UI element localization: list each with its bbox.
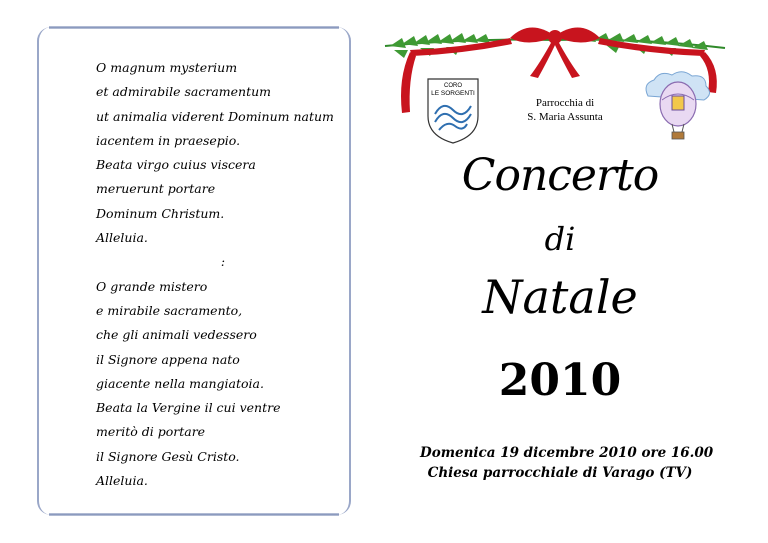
poem-text <box>96 56 336 493</box>
poem-latin-line: Alleluia. <box>96 230 148 246</box>
title-di: di <box>544 220 576 258</box>
poem-latin-line: meruerunt portare <box>96 181 216 197</box>
title-concerto: Concerto <box>461 150 659 201</box>
poem-separator: : <box>220 254 226 270</box>
poem-italian-line: Alleluia. <box>96 473 148 489</box>
poem-italian-line: giacente nella mangiatoia. <box>96 375 264 391</box>
choir-logo-line2: LE SORGENTI <box>431 90 475 97</box>
poem-latin-line: et admirabile sacramentum <box>96 84 272 100</box>
poem-latin-line: ut animalia viderent Dominum natum <box>96 108 334 124</box>
poem-latin-line: Dominum Christum. <box>96 205 225 221</box>
poem-latin-line: Beata virgo cuius viscera <box>96 157 256 173</box>
choir-logo-line1: CORO <box>444 83 462 89</box>
poem-italian-line: e mirabile sacramento, <box>96 302 243 318</box>
parish-line1: Parrocchia di <box>535 97 595 109</box>
poem-italian-line: il Signore Gesù Cristo. <box>96 448 240 464</box>
title-year: 2010 <box>498 355 622 406</box>
event-info <box>420 443 714 483</box>
choir-logo-icon <box>425 76 481 146</box>
poem-italian-line: il Signore appena nato <box>96 351 240 367</box>
event-date-time: Domenica 19 dicembre 2010 ore 16.00 <box>420 445 714 461</box>
poem-italian-line: Beata la Vergine il cui ventre <box>96 400 281 416</box>
poem-italian-line: che gli animali vedessero <box>96 327 257 343</box>
parish-label <box>505 96 625 124</box>
poem-italian-line: meritò di portare <box>96 424 206 440</box>
event-venue: Chiesa parrocchiale di Varago (TV) <box>427 465 693 481</box>
library-logo-icon <box>642 66 714 142</box>
poem-latin-line: O magnum mysterium <box>96 60 238 75</box>
poem-latin-line: iacentem in praesepio. <box>96 132 241 148</box>
title-natale: Natale <box>482 270 638 324</box>
parish-line2: S. Maria Assunta <box>527 111 603 123</box>
poem-italian-line: O grande mistero <box>96 278 208 294</box>
